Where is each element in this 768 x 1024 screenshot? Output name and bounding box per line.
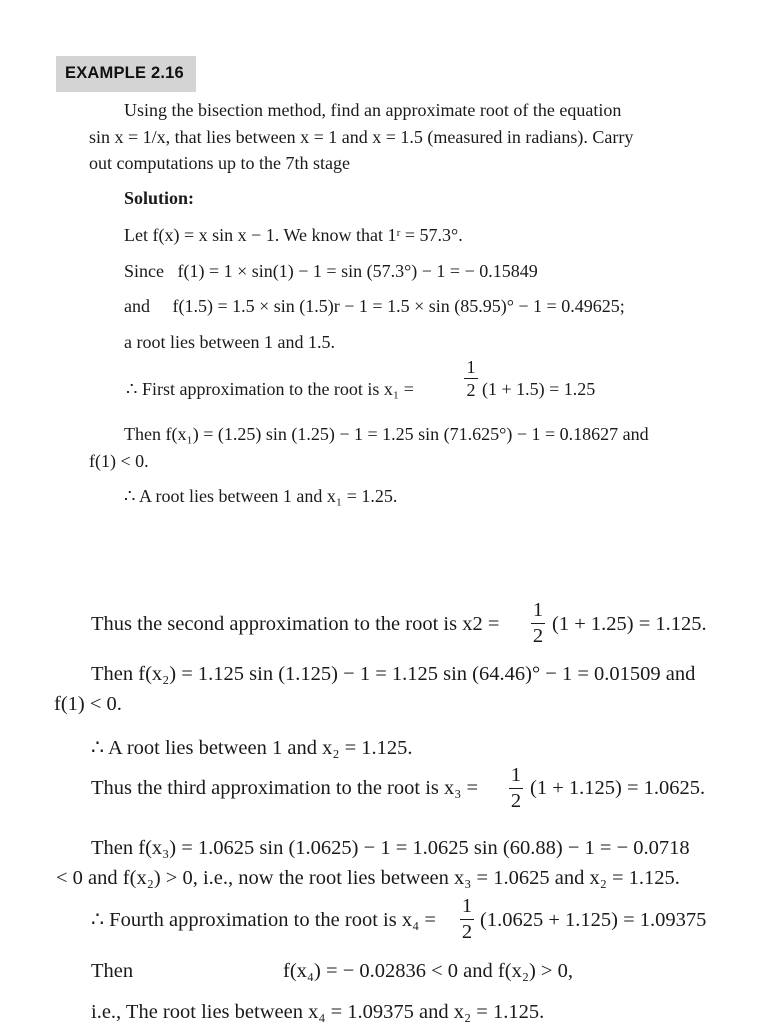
solution-heading: Solution:: [124, 188, 195, 208]
example-label-box: [56, 56, 196, 92]
then4-expression: f(x₄) = − 0.02836 < 0 and f(x₂) > 0,: [283, 960, 573, 982]
fraction-bar: [531, 623, 545, 624]
second-approx-left: Thus the second approximation to the root is x2 =: [91, 613, 500, 635]
fraction-numerator: 1: [461, 895, 473, 917]
fraction-denominator: 2: [510, 789, 522, 812]
let-line: Let f(x) = x sin x − 1. We know that 1ʳ = 57.3°.: [124, 225, 463, 245]
fraction-bar: [460, 919, 474, 920]
then3-cont: < 0 and f(x₂) > 0, i.e., now the root lies between x₃ = 1.0625 and x₂ = 1.125.: [56, 867, 680, 889]
example-label: EXAMPLE 2.16: [65, 64, 184, 82]
then1-cont: f(1) < 0.: [89, 451, 149, 471]
fraction-denominator: 2: [532, 624, 544, 647]
fourth-approx-right: (1.0625 + 1.125) = 1.09375: [480, 909, 707, 931]
root-range-line: a root lies between 1 and 1.5.: [124, 332, 335, 352]
root1-line: ∴ A root lies between 1 and x₁ = 1.25.: [124, 486, 398, 506]
first-approx-right: (1 + 1.5) = 1.25: [482, 379, 596, 399]
root2-line: ∴ A root lies between 1 and x₂ = 1.125.: [91, 737, 413, 759]
first-approx-fraction: [464, 358, 478, 399]
then1-line: Then f(x₁) = (1.25) sin (1.25) − 1 = 1.25 sin (71.625°) − 1 = 0.18627 and: [124, 424, 649, 444]
third-approx-left: Thus the third approximation to the root is x₃ =: [91, 777, 479, 799]
then2-cont: f(1) < 0.: [54, 693, 122, 715]
problem-line-1: Using the bisection method, find an approximate root of the equation: [124, 100, 622, 120]
then4-label: Then: [91, 960, 134, 982]
then3-line: Then f(x₃) = 1.0625 sin (1.0625) − 1 = 1.0625 sin (60.88) − 1 = − 0.0718: [91, 837, 690, 859]
then2-line: Then f(x₂) = 1.125 sin (1.125) − 1 = 1.125 sin (64.46)° − 1 = 0.01509 and: [91, 663, 696, 685]
fourth-approx-left: ∴ Fourth approximation to the root is x₄ =: [91, 909, 436, 931]
fraction-numerator: 1: [532, 599, 544, 621]
since-line: Since f(1) = 1 × sin(1) − 1 = sin (57.3°) − 1 = − 0.15849: [124, 261, 538, 281]
final-line: i.e., The root lies between x₄ = 1.09375 and x₂ = 1.125.: [91, 1001, 545, 1023]
fraction-numerator: 1: [510, 764, 522, 786]
fraction-bar: [464, 378, 478, 379]
fraction-bar: [509, 788, 523, 789]
fourth-approx-fraction: [460, 896, 474, 942]
second-approx-right: (1 + 1.25) = 1.125.: [552, 613, 707, 635]
fraction-denominator: 2: [466, 380, 476, 400]
first-approx-left: ∴ First approximation to the root is x₁ =: [126, 379, 414, 399]
fraction-numerator: 1: [466, 357, 476, 377]
problem-line-2: sin x = 1/x, that lies between x = 1 and x = 1.5 (measured in radians). Carry: [89, 127, 634, 147]
problem-line-3: out computations up to the 7th stage: [89, 153, 350, 173]
second-approx-fraction: [531, 600, 545, 646]
fraction-denominator: 2: [461, 920, 473, 943]
third-approx-right: (1 + 1.125) = 1.0625.: [530, 777, 706, 799]
and-line: and f(1.5) = 1.5 × sin (1.5)r − 1 = 1.5 × sin (85.95)° − 1 = 0.49625;: [124, 296, 625, 316]
third-approx-fraction: [509, 765, 523, 811]
